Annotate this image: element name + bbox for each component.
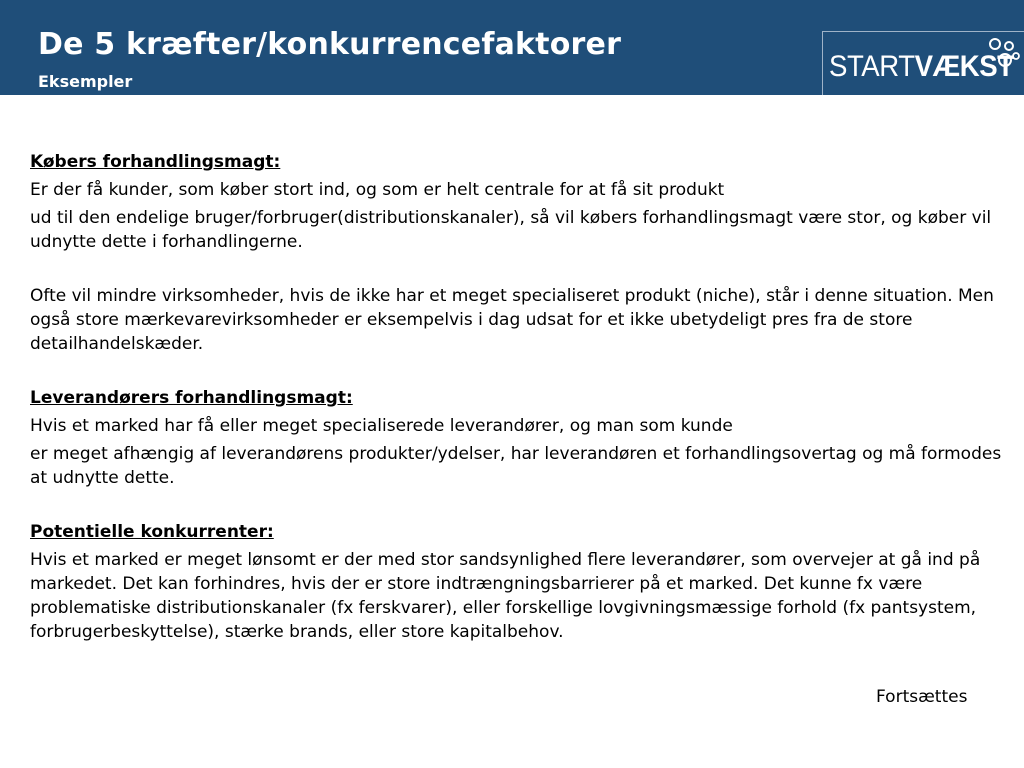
- section-heading-new-entrants: Potentielle konkurrenter:: [30, 522, 274, 542]
- paragraph: er meget afhængig af leverandørens produkter/ydelser, har leverandøren et forhandlingsovertag og må formodes at udnytte dette.: [30, 444, 1002, 488]
- paragraph: Er der få kunder, som køber stort ind, og som er helt centrale for at få sit produkt: [30, 180, 725, 200]
- paragraph: Hvis et marked har få eller meget specialiserede leverandører, og man som kunde: [30, 416, 733, 436]
- paragraph: Ofte vil mindre virksomheder, hvis de ikke har et meget specialiseret produkt (niche), står i denne situation. Men også store mærkevarevirksomheder er eksempelvis i dag udsat for et ikke ubetydeligt pres fra de store detailhandelskæder.: [30, 286, 994, 354]
- continue-label: Fortsættes: [876, 687, 968, 707]
- slide-body: [30, 150, 1010, 644]
- paragraph: ud til den endelige bruger/forbruger(distributionskanaler), så vil købers forhandlingsmagt være stor, og køber vil udnytte dette i forhandlingerne.: [30, 208, 992, 252]
- logo-start: START: [829, 50, 915, 83]
- page-subtitle: Eksempler: [38, 72, 133, 91]
- header-bar: [0, 0, 1024, 95]
- section-heading-buyers: Købers forhandlingsmagt:: [30, 152, 281, 172]
- logo-circles-icon: [983, 34, 1023, 74]
- paragraph: Hvis et marked er meget lønsomt er der med stor sandsynlighed flere leverandører, som overvejer at gå ind på markedet. Det kan forhindres, hvis der er store indtrængningsbarrierer på et marked. Det kunne fx være problematiske distributionskanaler (fx ferskvarer), eller forskellige lovgivningsmæssige forhold (fx pantsystem, forbrugerbeskyttelse), stærke brands, eller store kapitalbehov.: [30, 550, 981, 642]
- startvaekst-logo: [822, 31, 1024, 95]
- section-heading-suppliers: Leverandørers forhandlingsmagt:: [30, 388, 353, 408]
- page-title: De 5 kræfter/konkurrencefaktorer: [38, 27, 622, 62]
- logo-vaekst: VÆKST: [914, 50, 1014, 83]
